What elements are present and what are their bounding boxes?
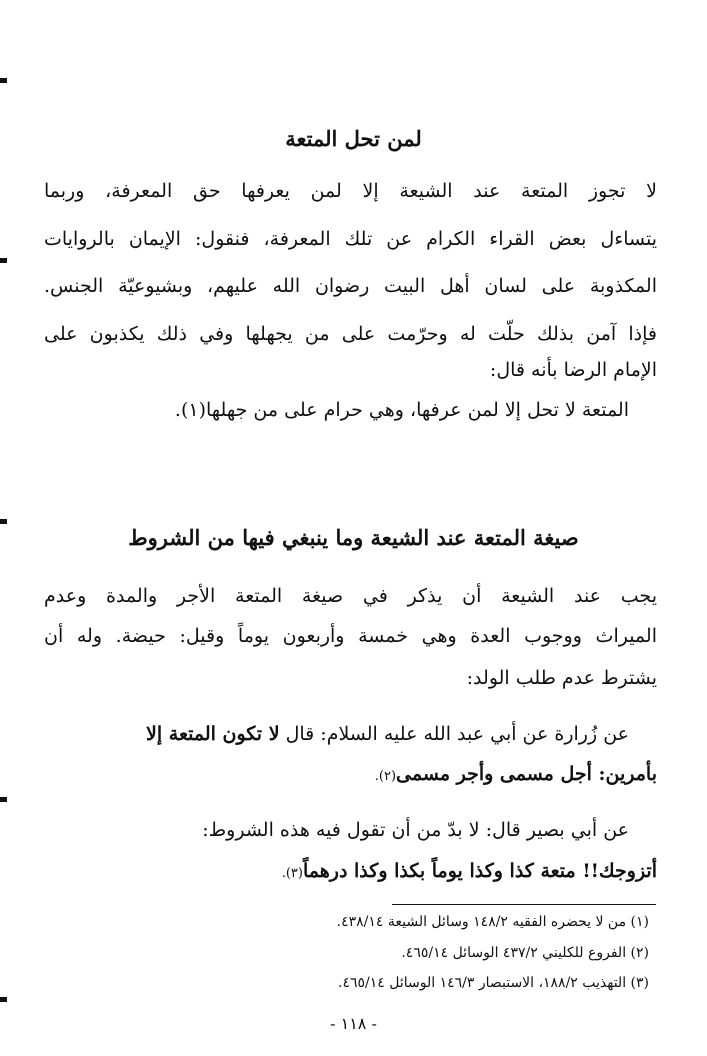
scan-edge-mark: [0, 519, 7, 524]
basir-hadith: أتزوجك!! متعة كذا وكذا يوماً بكذا وكذا درهماً: [302, 860, 657, 882]
section-1-title: لمن تحل المتعة: [285, 126, 422, 151]
footnote-divider: [392, 904, 656, 905]
paragraph-line: لا تجوز المتعة عند الشيعة إلا لمن يعرفها حق المعرفة، وربما: [44, 180, 657, 202]
section-2-title: صيغة المتعة عند الشيعة وما ينبغي فيها من الشروط: [128, 525, 579, 550]
paragraph-line: يجب عند الشيعة أن يذكر في صيغة المتعة الأجر والمدة وعدم: [44, 585, 657, 607]
footnote-ref: (٣).: [281, 866, 303, 881]
paragraph-line: فإذا آمن بذلك حلّت له وحرّمت على من يجهلها وفي ذلك يكذبون على: [44, 323, 657, 345]
zurara-line-2: [44, 760, 657, 791]
scan-edge-mark: [0, 797, 7, 802]
basir-line-2: [44, 857, 657, 888]
scan-edge-mark: [0, 258, 7, 263]
paragraph-line: الإمام الرضا بأنه قال:: [489, 359, 657, 381]
footnote: (٢) الفروع للكليني ٤٣٧/٢ الوسائل ٤٦٥/١٤.: [401, 945, 649, 961]
paragraph-line: يشترط عدم طلب الولد:: [466, 667, 657, 689]
paragraph-line: الميراث ووجوب العدة وهي خمسة وأربعون يوماً وقيل: حيضة. وله أن: [44, 625, 657, 647]
zurara-hadith-part-1: لا تكون المتعة إلا: [146, 723, 280, 745]
quote-line: المتعة لا تحل إلا لمن عرفها، وهي حرام على من جهلها(١).: [174, 399, 629, 421]
scan-edge-mark: [0, 78, 7, 83]
page-number: - ١١٨ -: [330, 1014, 377, 1033]
zurara-intro: عن زُرارة عن أبي عبد الله عليه السلام: قال: [285, 723, 629, 745]
paragraph-line: المكذوبة على لسان أهل البيت رضوان الله عليهم، وبشيوعيّة الجنس.: [44, 275, 657, 297]
paragraph-line: يتساءل بعض القراء الكرام عن تلك المعرفة، فنقول: الإيمان بالروايات: [44, 228, 657, 250]
zurara-hadith-part-2: بأمرين: أجل مسمى وأجر مسمى: [396, 763, 657, 785]
zurara-line: [44, 720, 629, 748]
footnote: (٣) التهذيب ١٨٨/٢، الاستبصار ١٤٦/٣ الوسائل ٤٦٥/١٤.: [338, 975, 649, 991]
footnote: (١) من لا يحضره الفقيه ١٤٨/٢ وسائل الشيعة ٤٣٨/١٤.: [336, 914, 649, 930]
scan-edge-mark: [0, 997, 7, 1002]
footnote-ref: (٢).: [374, 769, 397, 784]
basir-line: عن أبي بصير قال: لا بدّ من أن تقول فيه هذه الشروط:: [202, 819, 629, 841]
